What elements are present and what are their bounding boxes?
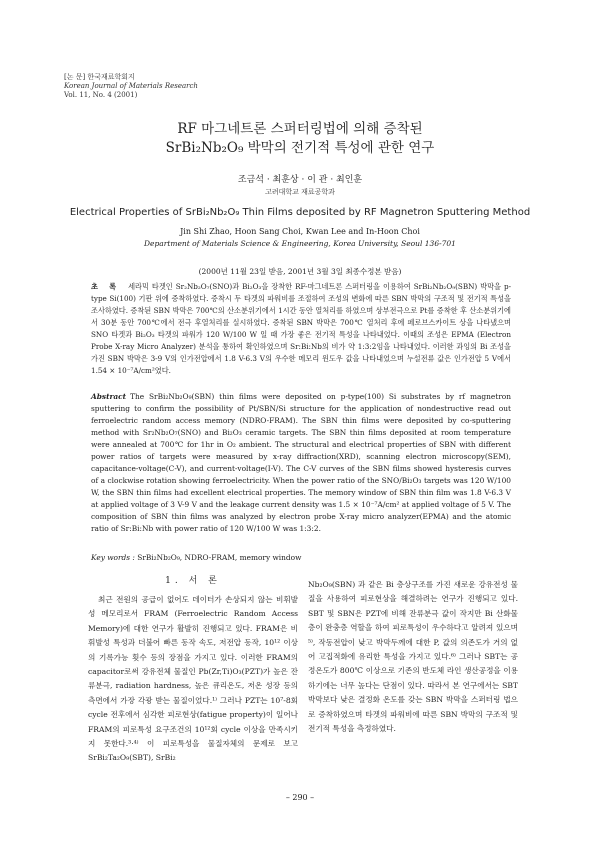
journal-name: Korean Journal of Materials Research [64,82,198,90]
keywords [91,553,511,562]
authors-en: Jin Shi Zhao, Hoon Sang Choi, Kwan Lee and In-Hoon Choi [180,227,420,236]
journal-tag: [논 문] 한국재료학회지 [64,73,135,81]
title-ko-line2: SrBi₂Nb₂O₉ 박막의 전기적 특성에 관한 연구 [165,140,435,156]
received-dates: (2000년 11월 23일 받음, 2001년 3월 3일 최종수정본 받음) [198,267,402,276]
abstract-en [91,391,511,535]
abstract-ko [91,281,511,377]
abstract-en-label: Abstract [91,392,127,401]
keywords-text: SrBi₂Nb₂O₉, NDRO-FRAM, memory window [137,553,302,562]
section-heading: 1. 서 론 [165,576,221,586]
abstract-en-text: The SrBi₂Nb₂O₉(SBN) thin films were deposited on p-type(100) Si substrates by rf magnetron sputtering to confirm the possibility of Pt/SBN/Si structure for the application of nondestructive read out ferroelectric random access memory (NDRO-FRAM). The SBN thin films were deposited by co-sputtering method with Sr₂Nb₂O₇(SNO) and Bi₂O₃ ceramic targets. The SBN thin films deposited at room temperature were annealed at 700℃ for 1hr in O₂ ambient. The structural and electrical properties of SBN with different power ratios of targets were measured by x-ray diffraction(XRD), scanning electron microscopy(SEM), capacitance-voltage(C-V), and current-voltage(I-V). The C-V curves of the SBN films showed hysteresis curves of a clockwise rotation showing ferroelectricity. When the power ratio of the SNO/Bi₂O₃ targets was 120 W/100 W, the SBN thin films had excellent electrical properties. The memory window of SBN thin film was 1.8 V-6.3 V at applied voltage of 3 V-9 V and the leakage current density was 1.5 × 10⁻⁷A/cm² at applied voltage of 5 V. The composition of SBN thin films was analyzed by electron probe X-ray micro analyzer(EPMA) and the atomic ratio of Sr:Bi:Nb with power ratio of 120 W/100 W was 1:3:2. [91,392,511,533]
abstract-ko-text: 세라믹 타겟인 Sr₂Nb₂O₇(SNO)과 Bi₂O₃을 장착한 RF-마그네트론 스퍼터링을 이용하여 SrBi₂Nb₂O₉(SBN) 박막을 p-type Si(100) 기판 위에 증착하였다. 증착시 두 타겟의 파워비를 조절하여 조성의 변화에 따른 SBN 박막의 구조적 및 전기적 특성을 조사하였다. 증착된 SBN 박막은 700℃의 산소분위기에서 1시간 동안 열처리를 하였으며 상부전극으로 Pt를 증착한 후 산소분위기에서 30분 동안 700℃에서 전극 후열처리를 실시하였다. 증착된 SBN 박막은 700℃ 열처리 후에 페로브스카이트 상을 나타냈으며 SNO 타겟과 Bi₂O₃ 타겟의 파워가 120 W/100 W 일 때 가장 좋은 전기적 특성을 나타내었다. 이때의 조성은 EPMA (Electron Probe X-ray Micro Analyzer) 분석을 통하여 확인하였으며 Sr:Bi:Nb의 비가 약 1:3:2임을 나타내었다. 이러한 과잉의 Bi 조성을 가진 SBN 박막은 3-9 V의 인가전압에서 1.8 V-6.3 V의 우수한 메모리 윈도우 값을 나타내었으며 누설전류 값은 인가전압 5 V에서 1.54 × 10⁻⁷A/cm²였다. [91,282,512,375]
page-number: – 290 – [285,793,315,802]
title-en: Electrical Properties of SrBi₂Nb₂O₉ Thin Films deposited by RF Magnetron Sputtering Method [69,207,531,218]
authors-ko: 조금석 · 최훈상 · 이 관 · 최인훈 [237,175,363,185]
column-left [88,575,298,766]
affiliation-en: Department of Materials Science & Engineering, Korea University, Seoul 136-701 [144,239,456,248]
column-right [308,578,518,736]
keywords-label: Key words : [91,553,135,562]
journal-volume: Vol. 11, No. 4 (2001) [64,91,138,99]
title-ko-line1: RF 마그네트론 스퍼터링법에 의해 증착된 [177,121,423,137]
abstract-ko-label: 초 록 [91,282,121,291]
journal-header [64,73,198,100]
intro-left-text: 최근 전원의 공급이 없어도 데이터가 손상되지 않는 비휘발성 메모리로서 FRAM (Ferroelectric Random Access Memory)에 대한 연구가 활발히 진행되고 있다. FRAM은 비휘발성 특성과 더불어 빠른 동작 속도, 저전압 동작, 10¹² 이상의 기록가능 횟수 등의 장점을 가지고 있다. 이러한 FRAM의 capacitor로써 강유전체 물질인 Pb(Zr,Ti)O₃(PZT)가 높은 잔류분극, radiation hardness, 높은 큐리온도, 저온 성장 등의 측면에서 가장 각광 받는 물질이었다.¹⁾ 그러나 PZT는 10⁷-8회 cycle 전후에서 심각한 피로현상(fatigue property)이 일어나 FRAM의 피로특성 요구조건의 10¹²회 cycle 이상을 만족시키지 못한다.³·⁴⁾ 이 피로특성을 물질자체의 문제로 보고 SrBi₂Ta₂O₉(SBT), SrBi₂ [88,595,298,763]
intro-right-text: Nb₂O₉(SBN) 과 같은 Bi 층상구조를 가진 새로운 강유전성 물질을 사용하여 피로현상을 해결하려는 연구가 진행되고 있다. SBT 및 SBN은 PZT에 비해 잔류분극 값이 작지만 Bi 산화물 층이 완충층 역할을 하여 피로특성이 우수하다고 알려져 있으며⁵⁾, 작동전압이 낮고 박막두께에 대한 P, 값의 의존도가 거의 없어 고집적화에 유리한 특성을 가지고 있다.⁶⁾ 그러나 SBT는 공정온도가 800℃ 이상으로 기존의 반도체 라인 생산공정을 이용하기에는 너무 높다는 단점이 있다. 따라서 본 연구에서는 SBT 박막보다 낮은 결정화 온도를 갖는 SBN 박막을 스퍼터링 법으로 증착하였으며 타겟의 파워비에 따른 SBN 박막의 구조적 및 전기적 특성을 측정하였다. [308,580,518,734]
affiliation-ko: 고려대학교 재료공학과 [265,188,335,196]
